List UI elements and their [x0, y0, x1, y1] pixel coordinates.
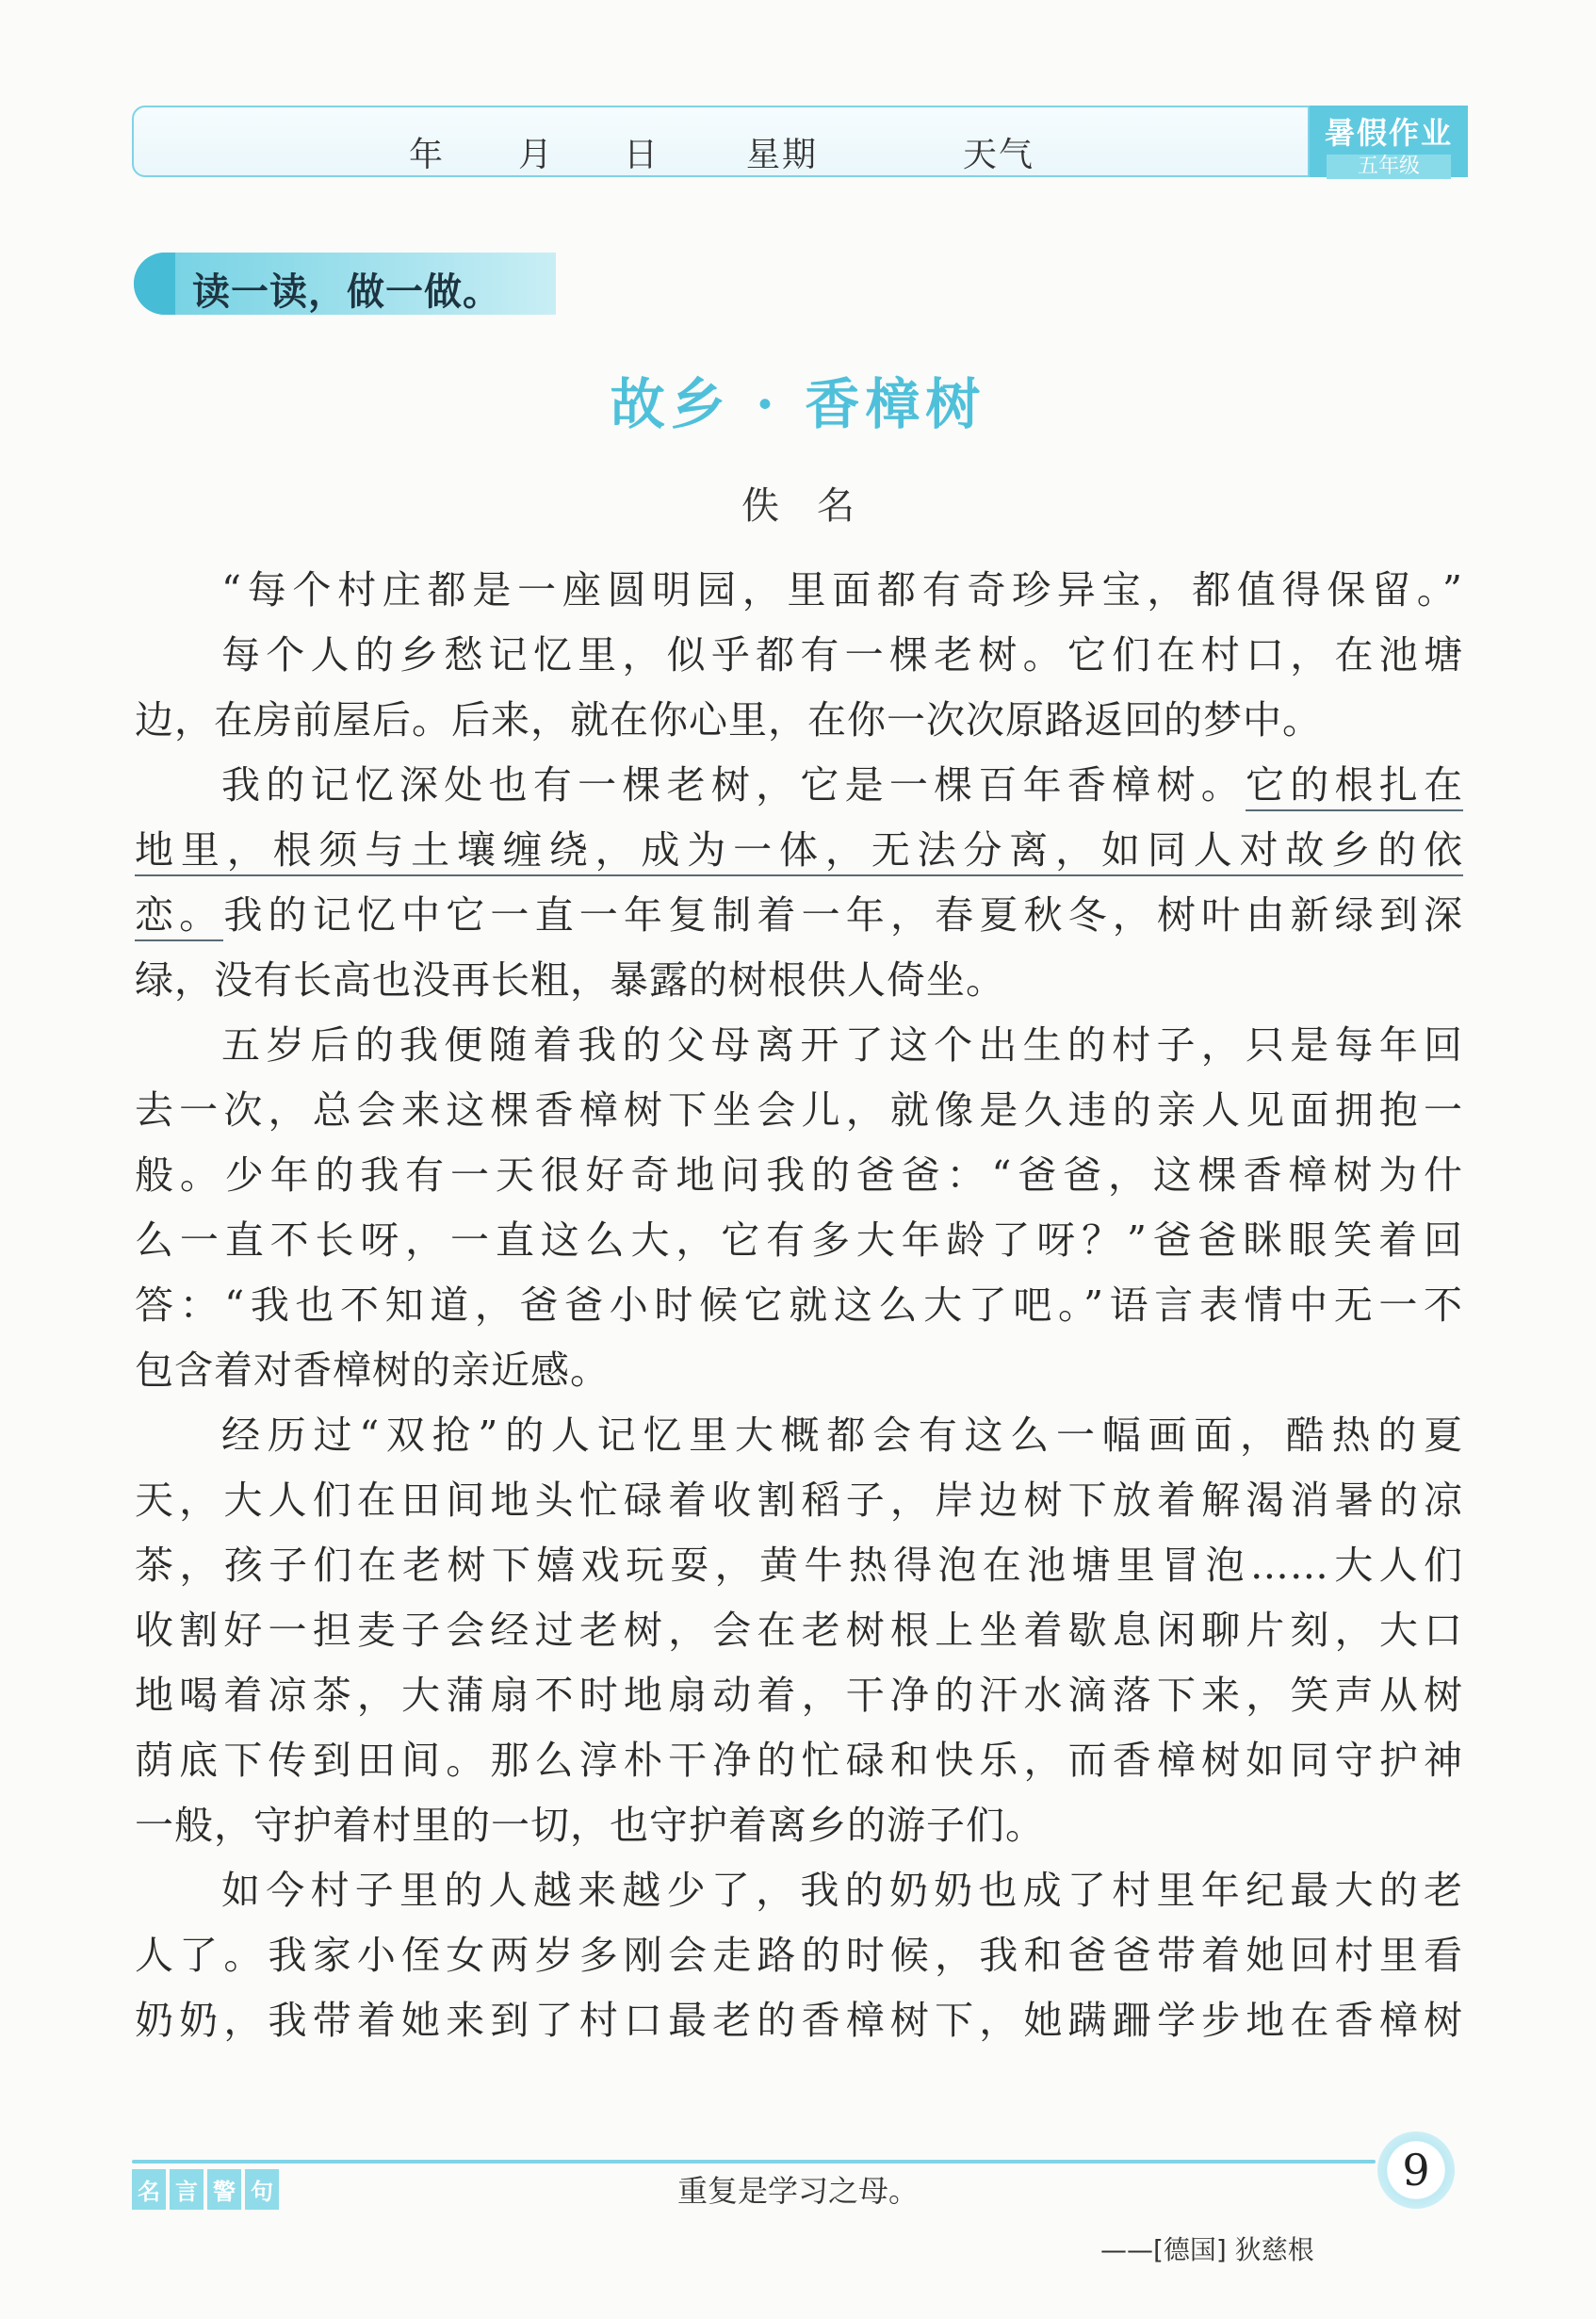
section-label: [134, 253, 556, 315]
quote-tag: 警: [207, 2169, 241, 2210]
header-bar: [132, 106, 1310, 177]
article-title: 故乡 · 香樟树: [610, 372, 986, 436]
text-line: 收割好一担麦子会经过老树，会在老树根上坐着歇息闲聊片刻，大口: [135, 1608, 1463, 1653]
text-line: 般。少年的我有一天很好奇地问我的爸爸：“爸爸，这棵香樟树为什: [135, 1152, 1463, 1198]
text-line: 每个人的乡愁记忆里，似乎都有一棵老树。它们在村口，在池塘: [221, 632, 1463, 678]
text-line: 五岁后的我便随着我的父母离开了这个出生的村子，只是每年回: [221, 1022, 1463, 1068]
badge-grade: 五年级: [1327, 155, 1451, 179]
text-line: 荫底下传到田间。那么淳朴干净的忙碌和快乐，而香樟树如同守护神: [135, 1738, 1463, 1783]
text-line: 经历过“双抢”的人记忆里大概都会有这么一幅画面，酷热的夏: [221, 1413, 1463, 1458]
quote-tag: 名: [132, 2169, 166, 2210]
footer-quote-author: ——[德国] 狄慈根: [1100, 2234, 1314, 2265]
text-segment: 我的记忆深处也有一棵老树，它是一棵百年香樟树。: [221, 762, 1246, 808]
footer-quote: 重复是学习之母。: [676, 2173, 919, 2209]
text-line: 去一次，总会来这棵香樟树下坐会儿，就像是久违的亲人见面拥抱一: [135, 1087, 1463, 1133]
text-line: 答：“我也不知道，爸爸小时候它就这么大了吧。”语言表情中无一不: [135, 1282, 1463, 1328]
text-line: 包含着对香樟树的亲近感。: [135, 1347, 610, 1393]
text-line: [135, 818, 1463, 883]
month-label: 月: [518, 136, 555, 174]
text-line: 天，大人们在田间地头忙碌着收割稻子，岸边树下放着解渴消暑的凉: [135, 1478, 1463, 1523]
text-line: 边，在房前屋后。后来，就在你心里，在你一次次原路返回的梦中。: [135, 697, 1322, 743]
text-line: 一般，守护着村里的一切，也守护着离乡的游子们。: [135, 1803, 1045, 1848]
text-line: [135, 883, 1463, 948]
underlined-sentence: 它的根扎在: [1246, 762, 1463, 811]
weekday-label: 星期: [746, 136, 819, 174]
quote-tag: 言: [170, 2169, 204, 2210]
text-line: 如今村子里的人越来越少了，我的奶奶也成了村里年纪最大的老: [221, 1868, 1463, 1913]
text-line: 么一直不长呀，一直这么大，它有多大年龄了呀？”爸爸眯眼笑着回: [135, 1217, 1463, 1263]
badge-title: 暑假作业: [1324, 115, 1453, 151]
text-line: 茶，孩子们在老树下嬉戏玩耍，黄牛热得泡在池塘里冒泡……大人们: [135, 1543, 1463, 1588]
section-marker-icon: [134, 253, 175, 315]
text-line: “每个村庄都是一座圆明园，里面都有奇珍异宝，都值得保留。”: [221, 567, 1463, 612]
text-segment: 我的记忆中它一直一年复制着一年，春夏秋冬，树叶由新绿到深: [223, 892, 1464, 938]
text-line: 人了。我家小侄女两岁多刚会走路的时候，我和爸爸带着她回村里看: [135, 1933, 1463, 1978]
text-line: 绿，没有长高也没再长粗，暴露的树根供人倚坐。: [135, 957, 1005, 1003]
text-line: 地喝着凉茶，大蒲扇不时地扇动着，干净的汗水滴落下来，笑声从树: [135, 1673, 1463, 1718]
section-label-text: 读一读，做一做。: [192, 270, 501, 314]
underlined-sentence: 地里，根须与土壤缠绕，成为一体，无法分离，如同人对故乡的依: [135, 827, 1463, 876]
footer-divider: [132, 2160, 1376, 2164]
summer-homework-badge: [1310, 106, 1468, 177]
article-body: [135, 558, 1463, 2053]
text-line: [135, 753, 1463, 818]
weather-label: 天气: [963, 136, 1035, 174]
quote-tag: 句: [245, 2169, 279, 2210]
underlined-sentence: 恋。: [135, 892, 223, 941]
page-number: 9: [1377, 2131, 1455, 2209]
day-label: 日: [624, 136, 660, 174]
text-line: 奶奶，我带着她来到了村口最老的香樟树下，她蹒跚学步地在香樟树: [135, 1998, 1463, 2043]
year-label: 年: [409, 136, 446, 174]
article-author: 佚名: [741, 484, 892, 528]
